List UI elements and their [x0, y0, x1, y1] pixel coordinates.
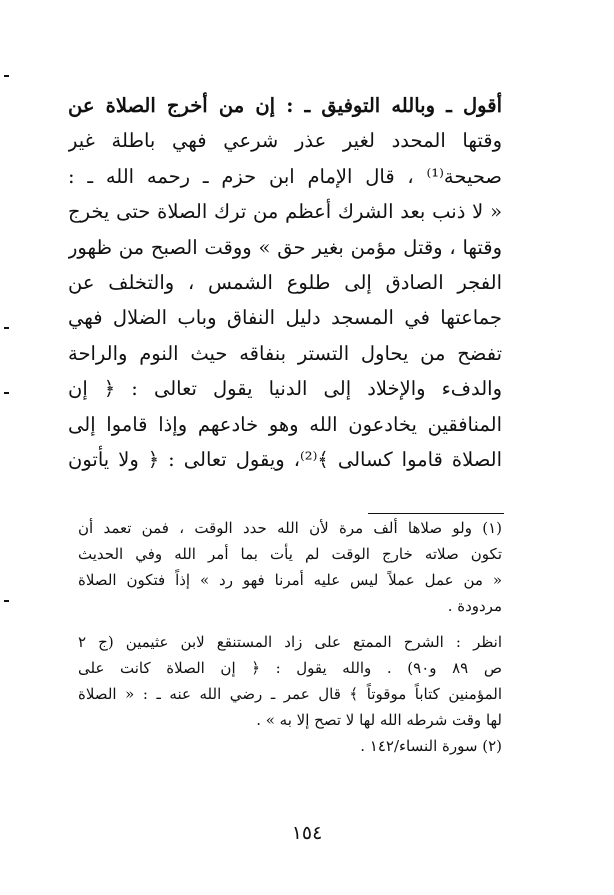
- footnote-reference-line: المؤمنين كتاباً موقوتاً ﴾ قال عمر ـ رضي الله عنه ـ : « الصلاة: [78, 685, 502, 703]
- margin-mark: [4, 327, 9, 329]
- footnotes: [78, 515, 502, 759]
- main-line: صحيحة⁽¹⁾ ، قال الإمام ابن حزم ـ رحمه الله ـ :: [68, 164, 502, 188]
- main-line: والدفء والإخلاد إلى الدنيا يقول تعالى : ﴿ إن: [68, 377, 502, 401]
- margin-mark: [4, 600, 9, 602]
- margin-mark: [4, 75, 9, 77]
- footnote-1-line: (١) ولو صلاها ألف مرة لأن الله حدد الوقت ، فمن تعمد أن: [78, 519, 502, 537]
- footnote-1-line: تكون صلاته خارج الوقت لم يأت بما أمر الله وفي الحديث: [78, 545, 502, 563]
- main-line: « لا ذنب بعد الشرك أعظم من ترك الصلاة حتى يخرج: [68, 200, 502, 224]
- footnote-reference-line: ص ٨٩ و٩٠) . والله يقول : ﴿ إن الصلاة كانت على: [78, 659, 502, 677]
- footnote-1-line: مردودة .: [447, 597, 502, 615]
- main-line: المنافقين يخادعون الله وهو خادعهم وإذا قاموا إلى: [68, 412, 502, 436]
- main-text: [68, 88, 502, 477]
- page-number: ١٥٤: [291, 822, 323, 844]
- footnote-reference-line: لها وقت شرطه الله لها لا تصح إلا به » .: [256, 711, 502, 729]
- main-line: الصلاة قاموا كسالى ﴾⁽²⁾، ويقول تعالى : ﴿ ولا يأتون: [68, 447, 502, 471]
- main-line: وقتها ، وقتل مؤمن بغير حق » ووقت الصبح من ظهور: [68, 235, 502, 259]
- main-line: الفجر الصادق إلى طلوع الشمس ، والتخلف عن: [68, 270, 502, 294]
- footnote-2: (٢) سورة النساء/١٤٢ .: [360, 737, 502, 755]
- margin-mark: [4, 392, 9, 394]
- main-line: جماعتها في المسجد دليل النفاق وباب الضلال فهي: [68, 306, 502, 330]
- main-line: وقتها المحدد لغير عذر شرعي فهي باطلة غير: [68, 129, 502, 153]
- main-line: أقول ـ وبالله التوفيق ـ : إن من أخرج الصلاة عن: [68, 94, 502, 117]
- footnote-separator: [368, 513, 504, 514]
- main-line: تفضح من يحاول التستر بنفاقه حيث النوم والراحة: [68, 341, 502, 365]
- footnote-reference-line: انظر : الشرح الممتع على زاد المستنقع لابن عثيمين (ج ٢: [78, 633, 502, 651]
- footnote-1-line: « من عمل عملاً ليس عليه أمرنا فهو رد » إذاً فتكون الصلاة: [78, 571, 502, 589]
